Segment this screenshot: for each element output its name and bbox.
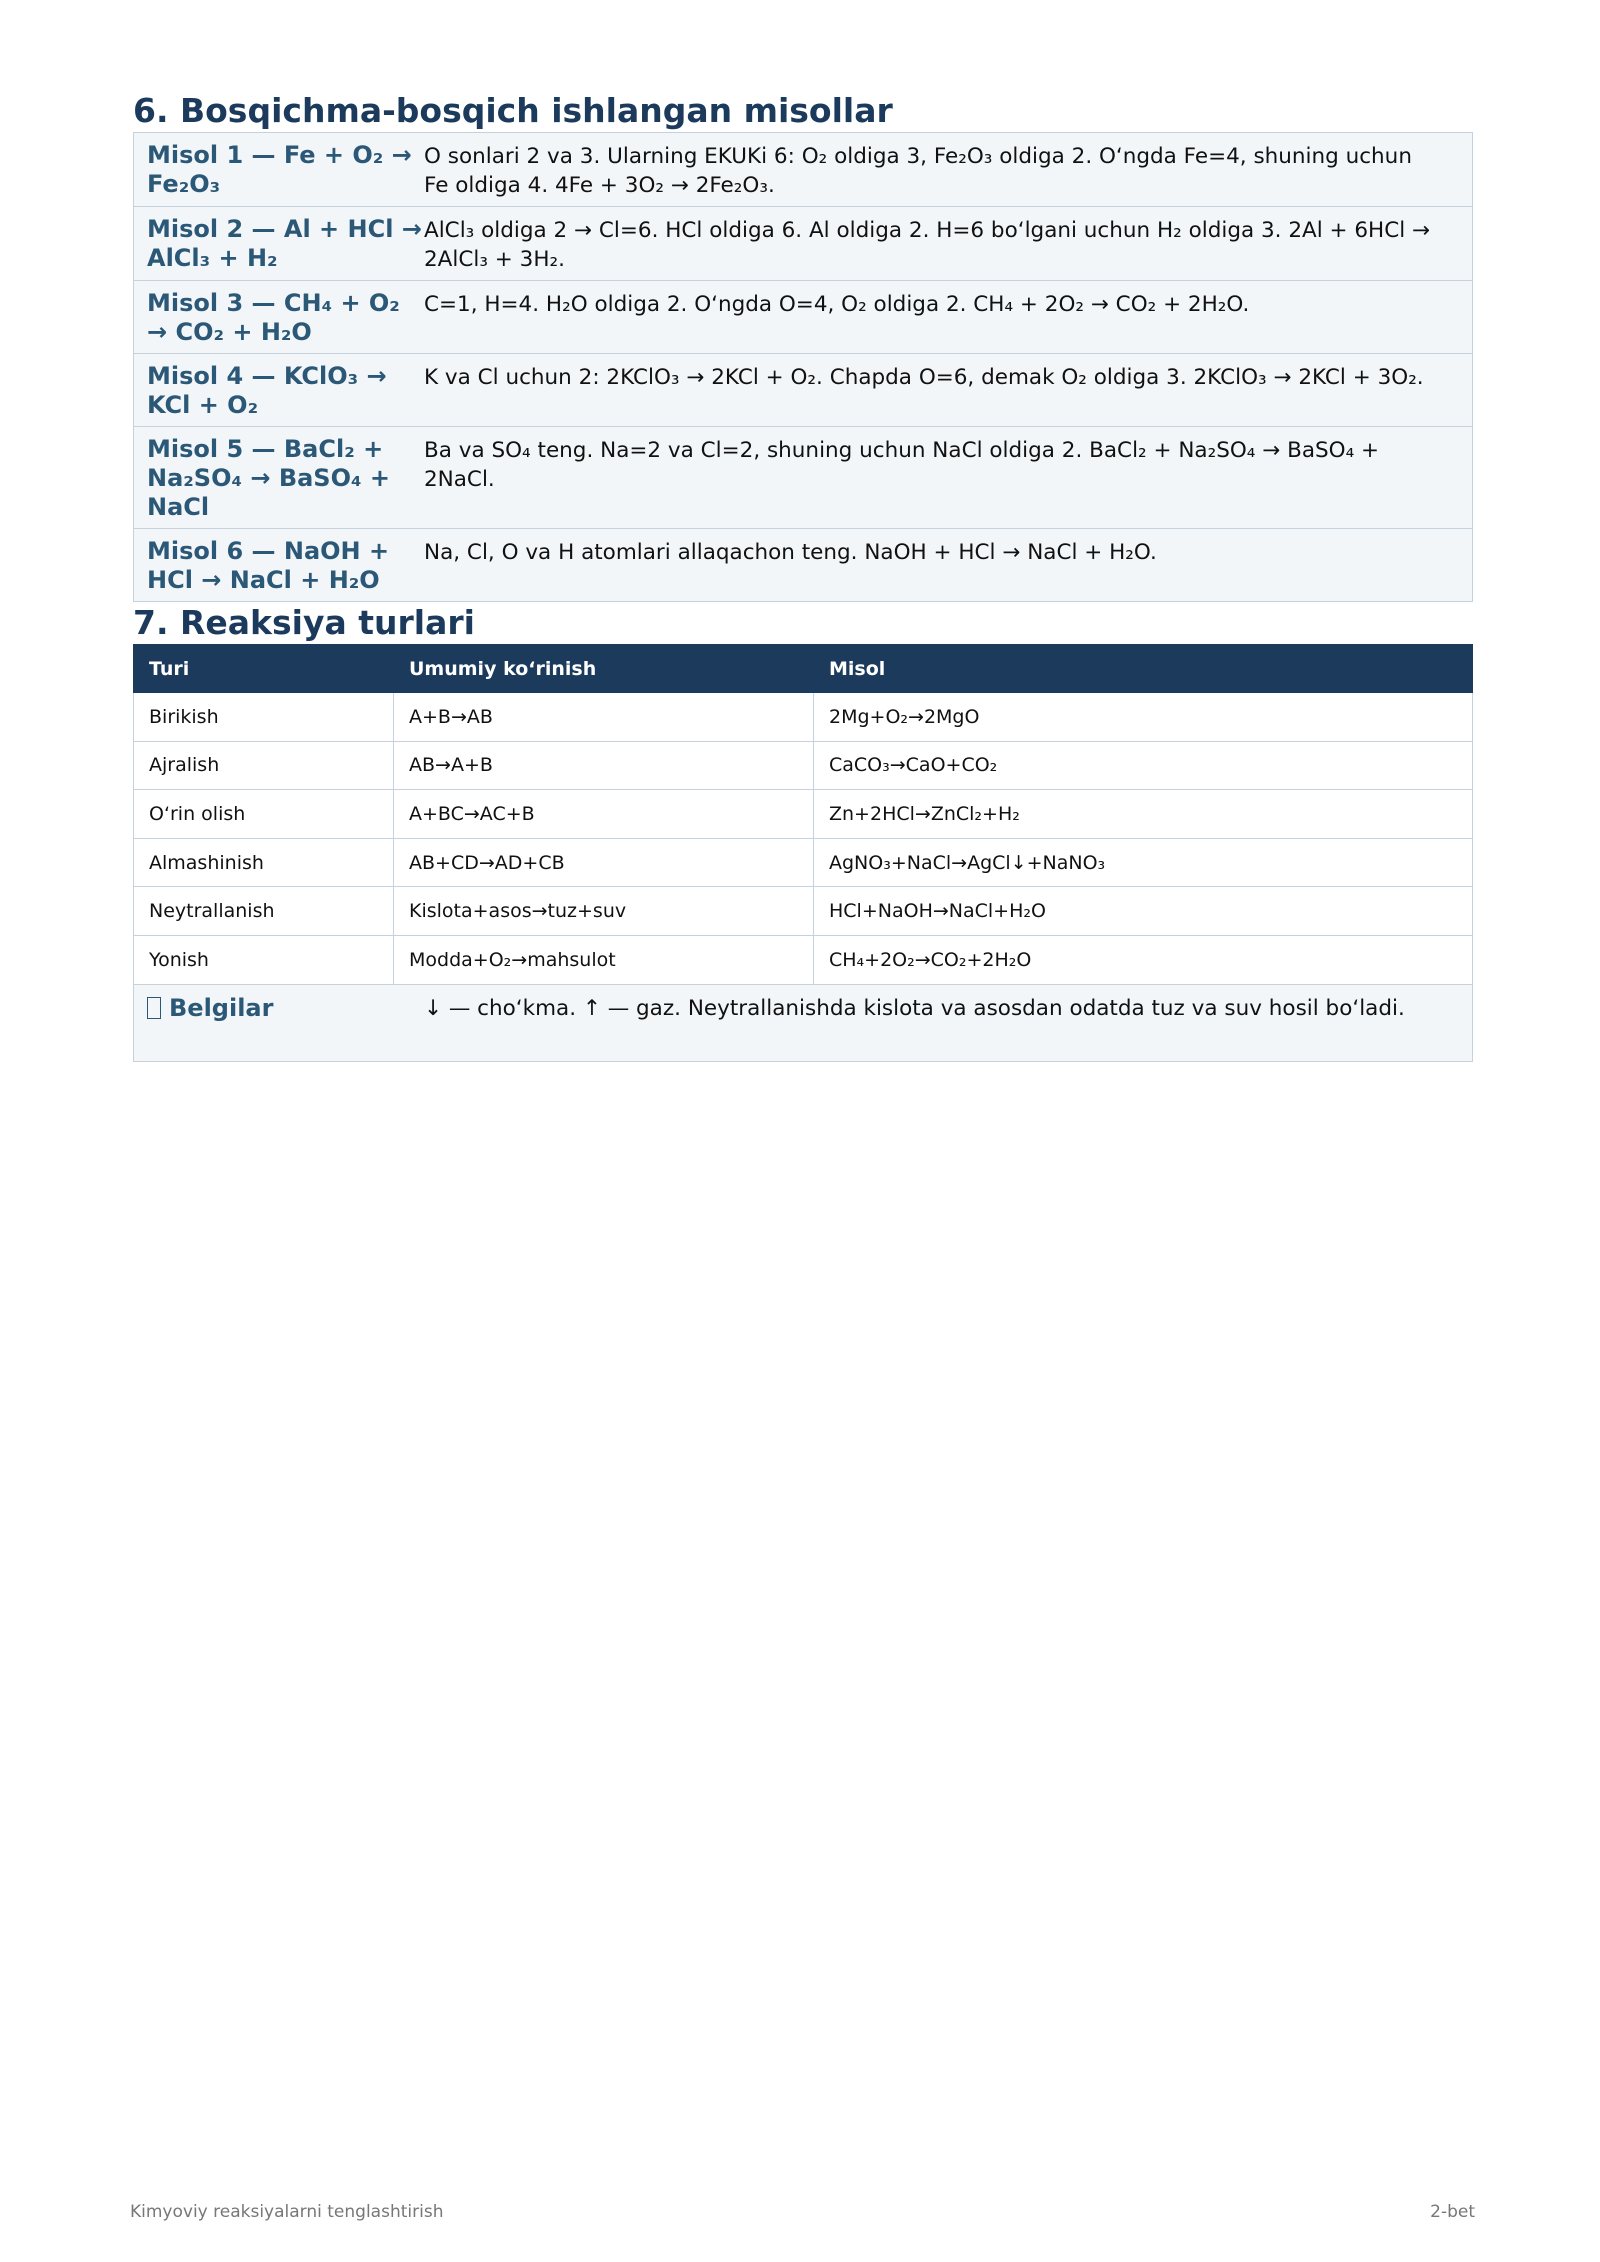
table-cell: AgNO₃+NaCl→AgCl↓+NaNO₃ <box>814 838 1473 887</box>
table-header-row <box>134 645 1473 693</box>
page-content <box>133 90 1473 1062</box>
table-cell: O‘rin olish <box>134 790 394 839</box>
table-cell: Zn+2HCl→ZnCl₂+H₂ <box>814 790 1473 839</box>
example-text: C=1, H=4. H₂O oldiga 2. O‘ngda O=4, O₂ oldiga 2. CH₄ + 2O₂ → CO₂ + 2H₂O. <box>424 292 1250 317</box>
footer-document-title: Kimyoviy reaksiyalarni tenglashtirish <box>130 2202 444 2222</box>
table-cell: CaCO₃→CaO+CO₂ <box>814 741 1473 790</box>
table-cell: A+B→AB <box>394 693 814 742</box>
reaction-types-table <box>133 644 1473 985</box>
table-cell: Neytrallanish <box>134 887 394 936</box>
example-row <box>134 206 1472 280</box>
legend-note <box>133 985 1473 1062</box>
table-header-cell: Misol <box>814 645 1473 693</box>
example-row <box>134 280 1472 353</box>
table-cell: Yonish <box>134 935 394 984</box>
table-cell: Almashinish <box>134 838 394 887</box>
example-title: Misol 4 — KClO₃ → KCl + O₂ <box>147 362 387 419</box>
example-title: Misol 3 — CH₄ + O₂ → CO₂ + H₂O <box>147 289 400 346</box>
example-title: Misol 2 — Al + HCl → AlCl₃ + H₂ <box>147 215 422 272</box>
example-text: K va Cl uchun 2: 2KClO₃ → 2KCl + O₂. Chapda O=6, demak O₂ oldiga 3. 2KClO₃ → 2KCl + 3O₂. <box>424 365 1424 390</box>
table-cell: CH₄+2O₂→CO₂+2H₂O <box>814 935 1473 984</box>
table-cell: Kislota+asos→tuz+suv <box>394 887 814 936</box>
table-cell: Ajralish <box>134 741 394 790</box>
missing-glyph-icon <box>147 997 161 1019</box>
table-row <box>134 741 1473 790</box>
example-text: Ba va SO₄ teng. Na=2 va Cl=2, shuning uchun NaCl oldiga 2. BaCl₂ + Na₂SO₄ → BaSO₄ + 2NaCl. <box>424 438 1380 492</box>
table-row <box>134 887 1473 936</box>
table-row <box>134 693 1473 742</box>
example-row <box>134 426 1472 528</box>
table-row <box>134 838 1473 887</box>
footer-page-number: 2-bet <box>1430 2202 1475 2222</box>
section-6-title: 6. Bosqichma-bosqich ishlangan misollar <box>133 91 893 130</box>
example-text: Na, Cl, O va H atomlari allaqachon teng. NaOH + HCl → NaCl + H₂O. <box>424 540 1157 565</box>
table-cell: 2Mg+O₂→2MgO <box>814 693 1473 742</box>
table-cell: AB→A+B <box>394 741 814 790</box>
example-text: O sonlari 2 va 3. Ularning EKUKi 6: O₂ oldiga 3, Fe₂O₃ oldiga 2. O‘ngda Fe=4, shuning uchun Fe oldiga 4. 4Fe + 3O₂ → 2Fe₂O₃. <box>424 144 1412 198</box>
table-cell: AB+CD→AD+CB <box>394 838 814 887</box>
table-row <box>134 935 1473 984</box>
example-text: AlCl₃ oldiga 2 → Cl=6. HCl oldiga 6. Al oldiga 2. H=6 bo‘lgani uchun H₂ oldiga 3. 2Al + 6HCl → 2AlCl₃ + 3H₂. <box>424 218 1431 272</box>
section-7-title: 7. Reaksiya turlari <box>133 603 475 642</box>
note-title-wrap <box>134 985 424 1061</box>
table-header-cell: Turi <box>134 645 394 693</box>
table-cell: Modda+O₂→mahsulot <box>394 935 814 984</box>
example-row <box>134 133 1472 206</box>
table-cell: HCl+NaOH→NaCl+H₂O <box>814 887 1473 936</box>
note-title: Belgilar <box>169 993 274 1022</box>
example-row <box>134 528 1472 601</box>
example-row <box>134 353 1472 426</box>
table-header-cell: Umumiy ko‘rinish <box>394 645 814 693</box>
example-title: Misol 5 — BaCl₂ + Na₂SO₄ → BaSO₄ + NaCl <box>147 435 390 521</box>
table-cell: A+BC→AC+B <box>394 790 814 839</box>
table-cell: Birikish <box>134 693 394 742</box>
note-text: ↓ — cho‘kma. ↑ — gaz. Neytrallanishda kislota va asosdan odatda tuz va suv hosil bo‘ladi. <box>424 995 1405 1021</box>
example-title: Misol 1 — Fe + O₂ → Fe₂O₃ <box>147 141 412 198</box>
table-row <box>134 790 1473 839</box>
example-title: Misol 6 — NaOH + HCl → NaCl + H₂O <box>147 537 390 594</box>
examples-box <box>133 132 1473 602</box>
